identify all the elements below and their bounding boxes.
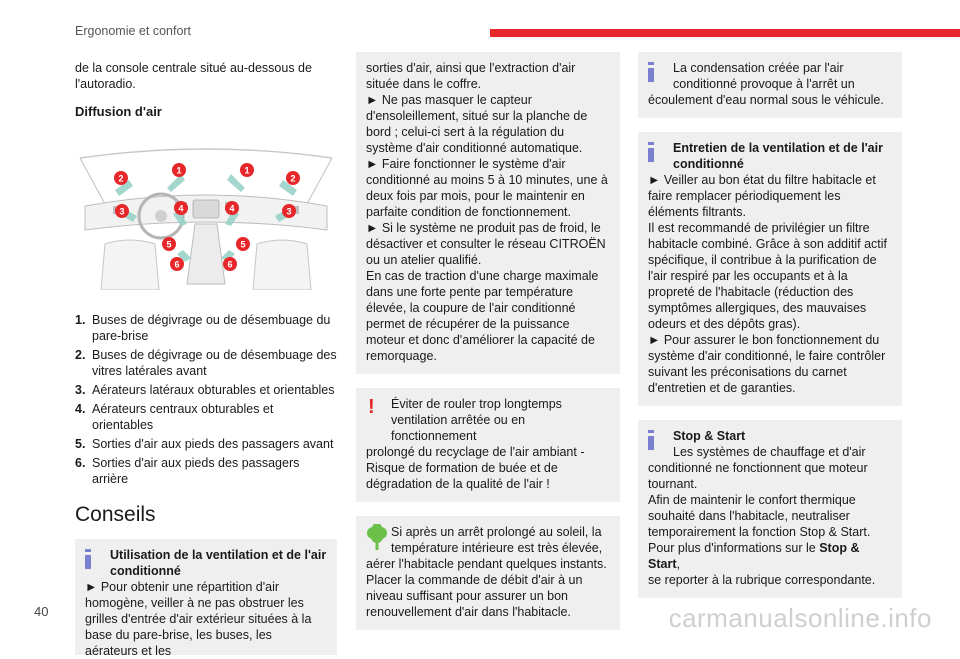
column-3: [638, 52, 902, 598]
info-icon: [648, 62, 654, 82]
stop-start-more: Pour plus d'informations sur le Stop & Start,: [648, 541, 860, 571]
page-number: 40: [34, 604, 49, 619]
maintenance-title: Entretien de la ventilation et de l'air conditionné: [673, 141, 883, 171]
svg-text:3: 3: [286, 206, 292, 217]
svg-text:5: 5: [166, 239, 172, 250]
stop-start-first-line: Les systèmes de chauffage et d'air: [673, 445, 866, 459]
badge-3-right: [282, 204, 296, 218]
intro-text: de la console centrale situé au-dessous de l'autoradio.: [75, 61, 312, 91]
info-icon: [648, 430, 654, 450]
badge-3-left: [115, 204, 129, 218]
warning-box: [356, 388, 620, 502]
list-item: 6. Sorties d'air aux pieds des passagers arrière: [75, 456, 300, 486]
maintenance-text: ► Veiller au bon état du filtre habitacle et faire remplacer périodiquement les éléments filtrants. Il est recommandé de privilégier un filtre habitacle combiné. Grâce à son additif actif spécifique, il contribue à la purification de l'air respiré par les occupants et à la propreté de l'habitacle (réduction des symptômes allergiques, des mauvaises odeurs et des dépôts gras). ► Pour assurer le bon fonctionnement du système d'air conditionné, le faire contrôler suivant les préconisations du carnet d'entretien et de garanties.: [648, 173, 888, 395]
stop-start-reference: se reporter à la rubrique correspondante.: [648, 573, 876, 587]
air-diffusion-diagram: [75, 144, 337, 290]
badge-6-right: [223, 257, 237, 271]
eco-leaf-icon: [366, 524, 388, 550]
box-text: ► Pour obtenir une répartition d'air homogène, veiller à ne pas obstruer les grilles d'entrée d'air extérieur situées à la base du pare-brise, les buses, les aérateurs et les: [85, 580, 312, 658]
maintenance-box: [638, 132, 902, 406]
svg-text:2: 2: [290, 173, 296, 184]
badge-2-left: [114, 171, 128, 185]
ventilation-usage-box: [75, 539, 337, 658]
badge-5-right: [236, 237, 250, 251]
info-icon: [85, 549, 91, 569]
header-red-bar: [490, 29, 960, 37]
conseils-heading: Conseils: [75, 503, 156, 526]
warning-text: prolongé du recyclage de l'air ambiant - Risque de formation de buée et de dégradation de la qualité de l'air !: [366, 445, 585, 491]
eco-tip-box: [356, 516, 620, 630]
badge-1-left: [172, 163, 186, 177]
svg-text:2: 2: [118, 173, 124, 184]
warning-first-line: Éviter de rouler trop longtemps ventilation arrêtée ou en fonctionnement: [391, 397, 562, 443]
svg-text:4: 4: [229, 203, 235, 214]
svg-text:4: 4: [178, 203, 184, 214]
condensation-box: [638, 52, 902, 118]
warning-icon: !: [368, 396, 375, 418]
svg-text:6: 6: [174, 259, 180, 270]
list-item: 3. Aérateurs latéraux obturables et orientables: [75, 383, 335, 397]
badge-4-left: [174, 201, 188, 215]
column-2: [356, 52, 620, 630]
box-title: Utilisation de la ventilation et de l'air conditionné: [110, 548, 327, 578]
eco-first-line: Si après un arrêt prolongé au soleil, la température intérieure est très élevée,: [391, 525, 603, 555]
svg-text:5: 5: [240, 239, 246, 250]
info-icon: [648, 142, 654, 162]
badge-5-left: [162, 237, 176, 251]
list-item: 5. Sorties d'air aux pieds des passagers avant: [75, 437, 334, 451]
svg-text:6: 6: [227, 259, 233, 270]
condensation-first-line: La condensation créée par l'air conditionné provoque à l'arrêt un: [673, 61, 855, 91]
badge-6-left: [170, 257, 184, 271]
section-header: Ergonomie et confort: [75, 24, 192, 38]
watermark: carmanualsonline.info: [668, 603, 932, 633]
ventilation-usage-box-continued: [356, 52, 620, 374]
badge-1-right: [240, 163, 254, 177]
badge-4-right: [225, 201, 239, 215]
list-item: 1. Buses de dégivrage ou de désembuage du pare-brise: [75, 313, 331, 343]
vent-legend-list: [75, 312, 337, 487]
stop-start-box: [638, 420, 902, 598]
stop-start-title: Stop & Start: [673, 429, 746, 443]
svg-text:1: 1: [244, 165, 250, 176]
box-text-continued: sorties d'air, ainsi que l'extraction d'air située dans le coffre. ► Ne pas masquer le capteur d'ensoleillement, situé sur la planche de bord ; celui-ci sert à la régulation du système d'air conditionné automatique. ► Faire fonctionner le système d'air conditionné au moins 5 à 10 minutes, une à deux fois par mois, pour le maintenir en parfaite condition de fonctionnement. ► Si le système ne produit pas de froid, le désactiver et consulter le réseau CITROËN ou un atelier qualifié. En cas de traction d'une charge maximale dans une forte pente par température élevée, la coupure de l'air conditionné permet de récupérer de la puissance moteur et donc d'améliorer la capacité de remorquage.: [366, 61, 608, 363]
condensation-text: écoulement d'eau normal sous le véhicule.: [648, 93, 884, 107]
list-item: 4. Aérateurs centraux obturables et orientables: [75, 402, 274, 432]
stop-start-text: conditionné ne fonctionnent que moteur tournant. Afin de maintenir le confort thermique souhaité dans l'habitacle, neutraliser temporairement la fonction Stop & Start.: [648, 461, 871, 539]
svg-text:1: 1: [176, 165, 182, 176]
eco-text: aérer l'habitacle pendant quelques instants. Placer la commande de débit d'air à un niveau suffisant pour assurer un bon renouvellement d'air dans l'habitacle.: [366, 557, 607, 619]
column-1: [75, 60, 337, 658]
svg-text:3: 3: [119, 206, 125, 217]
badge-2-right: [286, 171, 300, 185]
list-item: 2. Buses de dégivrage ou de désembuage des vitres latérales avant: [75, 348, 337, 378]
diffusion-title: Diffusion d'air: [75, 104, 162, 119]
